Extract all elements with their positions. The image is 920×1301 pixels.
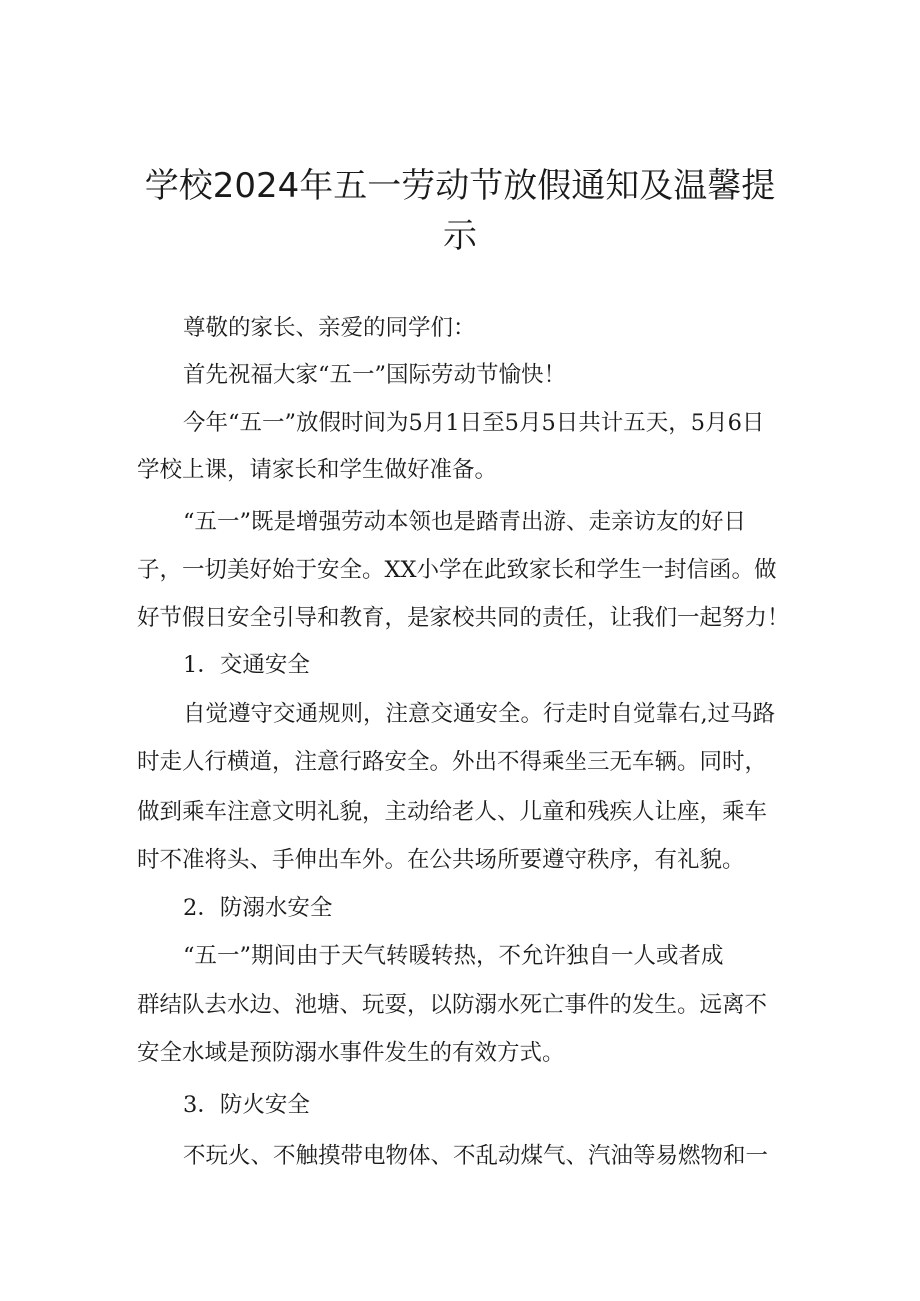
- paragraph-line: 子，一切美好始于安全。XX小学在此致家长和学生一封信函。做: [137, 557, 777, 583]
- paragraph-line: 自觉遵守交通规则，注意交通安全。行走时自觉靠右,过马路: [183, 701, 776, 727]
- greeting: 尊敬的家长、亲爱的同学们：: [183, 315, 476, 341]
- section-heading-drowning: 2．防溺水安全: [183, 895, 333, 921]
- paragraph-line: 好节假日安全引导和教育，是家校共同的责任，让我们一起努力！: [137, 605, 790, 631]
- paragraph-line: “五一”期间由于天气转暖转热，不允许独自一人或者成: [183, 943, 724, 969]
- paragraph-line: 时不准将头、手伸出车外。在公共场所要遵守秩序，有礼貌。: [137, 847, 745, 873]
- paragraph-line: 首先祝福大家“五一”国际劳动节愉快！: [183, 362, 567, 388]
- paragraph-line: 群结队去水边、池塘、玩耍，以防溺水死亡事件的发生。远离不: [137, 992, 768, 1018]
- paragraph-line: “五一”既是增强劳动本领也是踏青出游、走亲访友的好日: [183, 509, 747, 535]
- document-title-line-1: 学校2024年五一劳动节放假通知及温馨提: [144, 166, 776, 206]
- paragraph-line: 不玩火、不触摸带电物体、不乱动煤气、汽油等易燃物和一: [183, 1143, 769, 1169]
- paragraph-line: 安全水域是预防溺水事件发生的有效方式。: [137, 1040, 565, 1066]
- section-heading-traffic: 1．交通安全: [183, 652, 310, 678]
- paragraph-line: 学校上课，请家长和学生做好准备。: [137, 457, 498, 483]
- paragraph-line: 做到乘车注意文明礼貌，主动给老人、儿童和残疾人让座，乘车: [137, 799, 768, 825]
- section-heading-fire: 3．防火安全: [183, 1092, 310, 1118]
- document-title-line-2: 示: [443, 216, 477, 256]
- paragraph-line: 时走人行横道，注意行路安全。外出不得乘坐三无车辆。同时，: [137, 749, 768, 775]
- paragraph-line: 今年“五一”放假时间为5月1日至5月5日共计五天，5月6日: [183, 410, 765, 436]
